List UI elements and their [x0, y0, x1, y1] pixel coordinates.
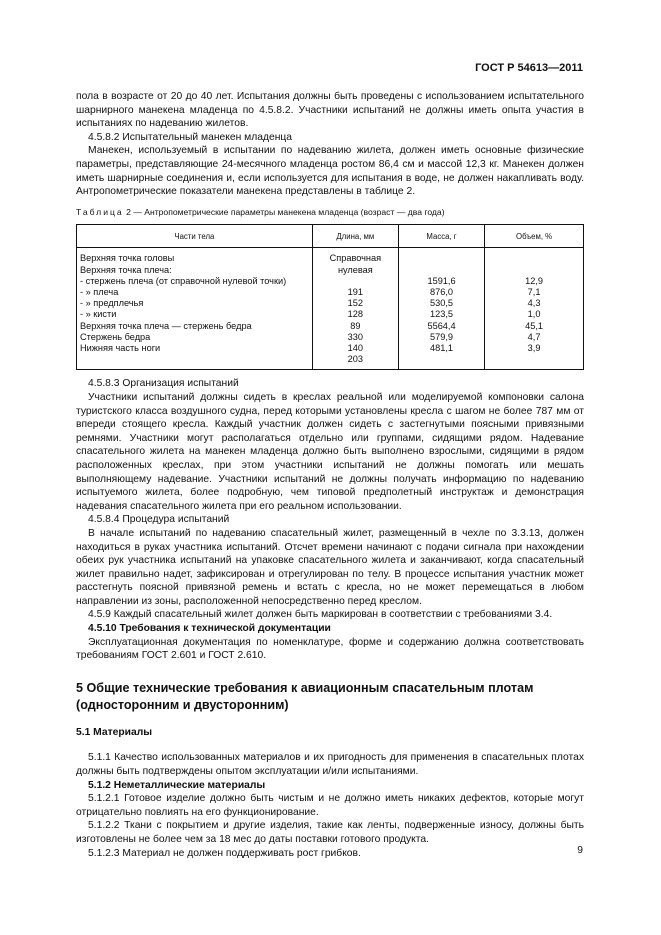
paragraph: 5.1.2.1 Готовое изделие должно быть чистым и не должно иметь никаких дефектов, которые могут отрицательно повлиять на его функционирование. [76, 793, 584, 818]
anthropometric-table [76, 224, 584, 370]
paragraph: 5.1.1 Качество использованных материалов и их пригодность для применения в спасательных плотах должны быть подтверждены опытом эксплуатации и/или испытаниями. [76, 752, 584, 778]
column-header: Объем, % [485, 225, 584, 248]
paragraph: 4.5.9 Каждый спасательный жилет должен быть маркирован в соответствии с требованиями 3.4. [88, 609, 553, 621]
mass-value: 579,9 [430, 331, 454, 342]
paragraph: пола в возрасте от 20 до 40 лет. Испытания должны быть проведены с использованием испытательного шарнирного манекена младенца по 4.5.8.2. Участники испытаний не должны иметь опыта участия в испытаниях по надеванию жилетов. [76, 91, 584, 130]
mass-value: 5564,4 [427, 320, 456, 331]
length-value: 152 [347, 298, 364, 309]
subsection-title: 5.1 Материалы [76, 726, 153, 738]
table-caption-text: 2 — Антропометрические параметры манекена младенца (возраст — два года) [126, 206, 445, 217]
mass-value: 123,5 [430, 309, 454, 320]
doc-header: ГОСТ Р 54613—2011 [475, 62, 583, 74]
body-part: Стержень бедра [80, 331, 151, 342]
mass-value [399, 265, 484, 276]
body-part: Верхняя точка плеча — стержень бедра [80, 320, 252, 331]
paragraph: В начале испытаний по надеванию спасательный жилет, размещенный в чехле по 3.3.13, должен находиться в руках участника испытаний. Отсчет времени начинают с подачи сигнала при нахождении обеих рук участника испытаний на упаковке спасательного жилета и заканчивают, когда спасательный жилет правильно надет, зафиксирован и отрегулирован по телу. В процессе испытания участник может расстегнуть поясной привязной ремень и встать с кресла, но не может перемещаться в любом направлении из зоны, расположенной непосредственно перед креслом. [76, 527, 584, 607]
volume-value: 7,1 [527, 286, 541, 297]
body-part: - » предплечья [80, 298, 144, 309]
paragraph: Участники испытаний должны сидеть в креслах реальной или моделируемой компоновки салона туристского класса воздушного судна, перед которыми установлены кресла с шагом не более 787 мм от впереди стоящего кресла. Каждый участник должен сидеть с застегнутыми поясными привязными ремнями. Участники могут располагаться отдельно или группами, сидящими рядом. Надевание спасательного жилета на манекен младенца должно быть выполнено взрослыми, сидящими в рядом расположенных креслах, при этом участники испытаний не должны помогать или мешать выполняющему надевание. Участники испытаний не должны получать информацию по надеванию испытуемого жилета, более подробную, чем типовой предполетный инструктаж и демонстрация надевания спасательного жилета при его реальном использовании. [76, 391, 584, 512]
mass-value: 1591,6 [427, 275, 456, 286]
column-header: Масса, г [398, 225, 484, 248]
body-part-cell [77, 248, 313, 370]
volume-value [485, 253, 583, 264]
volume-cell [485, 248, 584, 370]
volume-value: 45,1 [525, 320, 543, 331]
page-content [76, 90, 584, 860]
length-value: 89 [350, 320, 361, 331]
length-value: 203 [347, 354, 364, 365]
mass-value: 530,5 [430, 298, 454, 309]
mass-value: 876,0 [430, 286, 454, 297]
table-caption [76, 206, 584, 220]
mass-value: 481,1 [430, 342, 454, 353]
length-value: 191 [347, 286, 364, 297]
clause-heading: 4.5.8.3 Организация испытаний [88, 378, 239, 390]
mass-value [399, 253, 484, 264]
section-title: 5 Общие технические требования к авиационным спасательным плотам (односторонним и двусторонним) [76, 680, 534, 712]
paragraph: 5.1.2.2 Ткани с покрытием и другие изделия, такие как ленты, подверженные износу, должны быть изготовлены не более чем за 18 мес до даты поставки готового продукта. [76, 820, 584, 845]
paragraph: Эксплуатационная документация по номенклатуре, форме и содержанию должна соответствовать требованиям ГОСТ 2.601 и ГОСТ 2.610. [76, 636, 584, 662]
length-cell [312, 248, 398, 370]
volume-value: 4,7 [527, 331, 541, 342]
table-row [77, 248, 584, 370]
column-header: Длина, мм [312, 225, 398, 248]
mass-cell [398, 248, 484, 370]
volume-value: 1,0 [527, 309, 541, 320]
clause-heading-bold: 4.5.10 Требования к технической документации [88, 623, 331, 635]
paragraph: 5.1.2.3 Материал не должен поддерживать рост грибков. [88, 847, 361, 859]
volume-value: 3,9 [527, 342, 541, 353]
length-value [313, 276, 398, 287]
volume-value: 4,3 [527, 298, 541, 309]
table-caption-label: Таблица [76, 206, 124, 217]
length-value: 330 [347, 331, 364, 342]
body-part: Нижняя часть ноги [80, 342, 161, 353]
volume-value [485, 265, 583, 276]
page-number: 9 [577, 845, 583, 856]
table-header-row [77, 225, 584, 248]
body-part: - стержень плеча (от справочной нулевой точки) [80, 275, 287, 286]
body-part: - » кисти [80, 309, 117, 320]
paragraph: Манекен, используемый в испытании по надеванию жилета, должен иметь основные физические параметры, представляющие 24-месячного младенца ростом 86,4 см и массой 12,3 кг. Манекен должен иметь шарнирные соединения и, если используется для испытания в воде, не должен накапливать воду. Антропометрические показатели манекена представлены в таблице 2. [76, 145, 584, 198]
clause-heading: 4.5.8.4 Процедура испытаний [88, 514, 230, 526]
volume-value: 12,9 [525, 275, 543, 286]
body-part: - » плеча [80, 286, 119, 297]
clause-heading-bold: 5.1.2 Неметаллические материалы [88, 779, 266, 791]
length-value: Справочная нулевая [329, 253, 382, 275]
body-part: Верхняя точка головы [80, 253, 175, 264]
length-value: 140 [347, 342, 364, 353]
clause-heading: 4.5.8.2 Испытательный манекен младенца [88, 131, 293, 143]
length-value: 128 [347, 309, 364, 320]
column-header: Части тела [77, 225, 313, 248]
body-part: Верхняя точка плеча: [80, 264, 172, 275]
